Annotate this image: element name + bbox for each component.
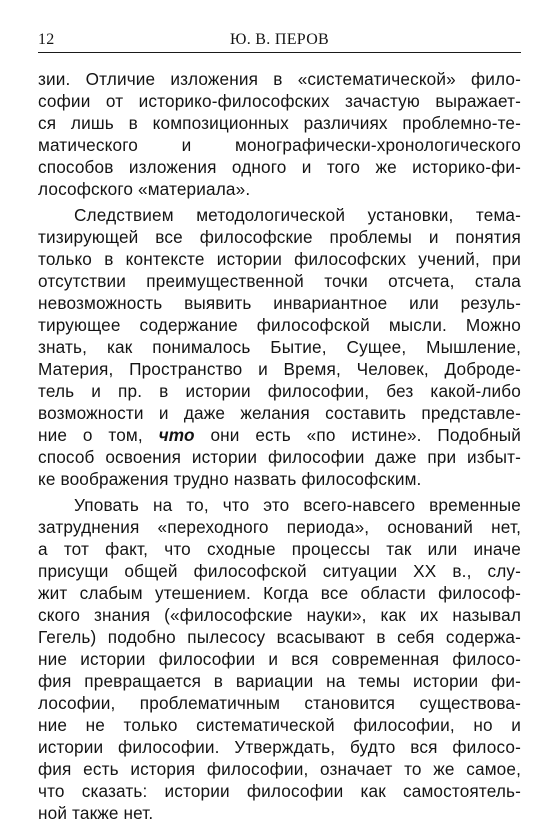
text-line: истории философии. Утверждать, будто вся филосо- [38,737,521,757]
text-line: что сказать: истории философии как самостоятель- [38,781,521,801]
text-line: лософского «материала». [38,179,251,199]
text-line: лософии, проблематичным становится существова- [38,693,521,713]
text-line: способов изложения одного и того же историко-фи- [38,157,521,177]
text-line: а тот факт, что сходные процессы так или иначе [38,539,521,559]
paragraph-1 [38,68,521,200]
text-line: способ освоения истории философии даже при избыт- [38,447,521,467]
text-line: тизирующей все философские проблемы и понятия [38,227,521,247]
text-line: ке воображения трудно назвать философским. [38,469,422,489]
text-line: зии. Отличие изложения в «систематической» фило- [38,69,521,89]
text-line: тирующее содержание философской мысли. Можно [38,315,521,335]
text-line: софии от историко-философских зачастую выражает- [38,91,521,111]
paragraph-2 [38,204,521,490]
text-line: затруднения «переходного периода», оснований нет, [38,517,521,537]
text-line: ной также нет. [38,803,154,823]
text-line: Уповать на то, что это всего-навсего временные [74,495,521,515]
text-line: тель и пр. в истории философии, без какой-либо [38,381,521,401]
text-segment: ние о том, [38,425,143,445]
running-title: Ю. В. ПЕРОВ [229,31,330,48]
text-line: матического и монографически-хронологического [38,135,521,155]
text-line: ского знания («философские науки», как их называл [38,605,521,625]
text-line: невозможность выявить инвариантное или резуль- [38,293,521,313]
header-rule [38,52,521,53]
text-line: отсутствии преимущественной точки отсчета, стала [38,271,521,291]
text-line: ние не только систематической философии, но и [38,715,521,735]
emphasized-word: что [158,425,195,445]
page-number: 12 [38,31,55,48]
text-line: Материя, Пространство и Время, Человек, Доброде- [38,359,521,379]
body-text [38,68,521,824]
text-line: возможности и даже желания составить представле- [38,403,521,423]
text-line: ся лишь в композиционных различиях проблемно-те- [38,113,521,133]
text-line: только в контексте истории философских учений, при [38,249,521,269]
text-line: жит слабым утешением. Когда все области философ- [38,583,521,603]
text-line: фия есть история философии, означает то же самое, [38,759,521,779]
text-line: Гегель) подобно пылесосу всасывают в себя содержа- [38,627,521,647]
paragraph-3 [38,494,521,824]
text-line: Следствием методологической установки, тема- [74,205,521,225]
text-line: присущи общей философской ситуации XX в., слу- [38,561,521,581]
text-segment: они есть «по истине». Подобный [210,425,521,445]
text-line: фия превращается в вариации на темы истории фи- [38,671,521,691]
text-line-with-emphasis [38,424,521,446]
text-line: ние истории философии и вся современная филосо- [38,649,521,669]
text-line: знать, как понималось Бытие, Сущее, Мышление, [38,337,521,357]
running-head [38,31,521,51]
